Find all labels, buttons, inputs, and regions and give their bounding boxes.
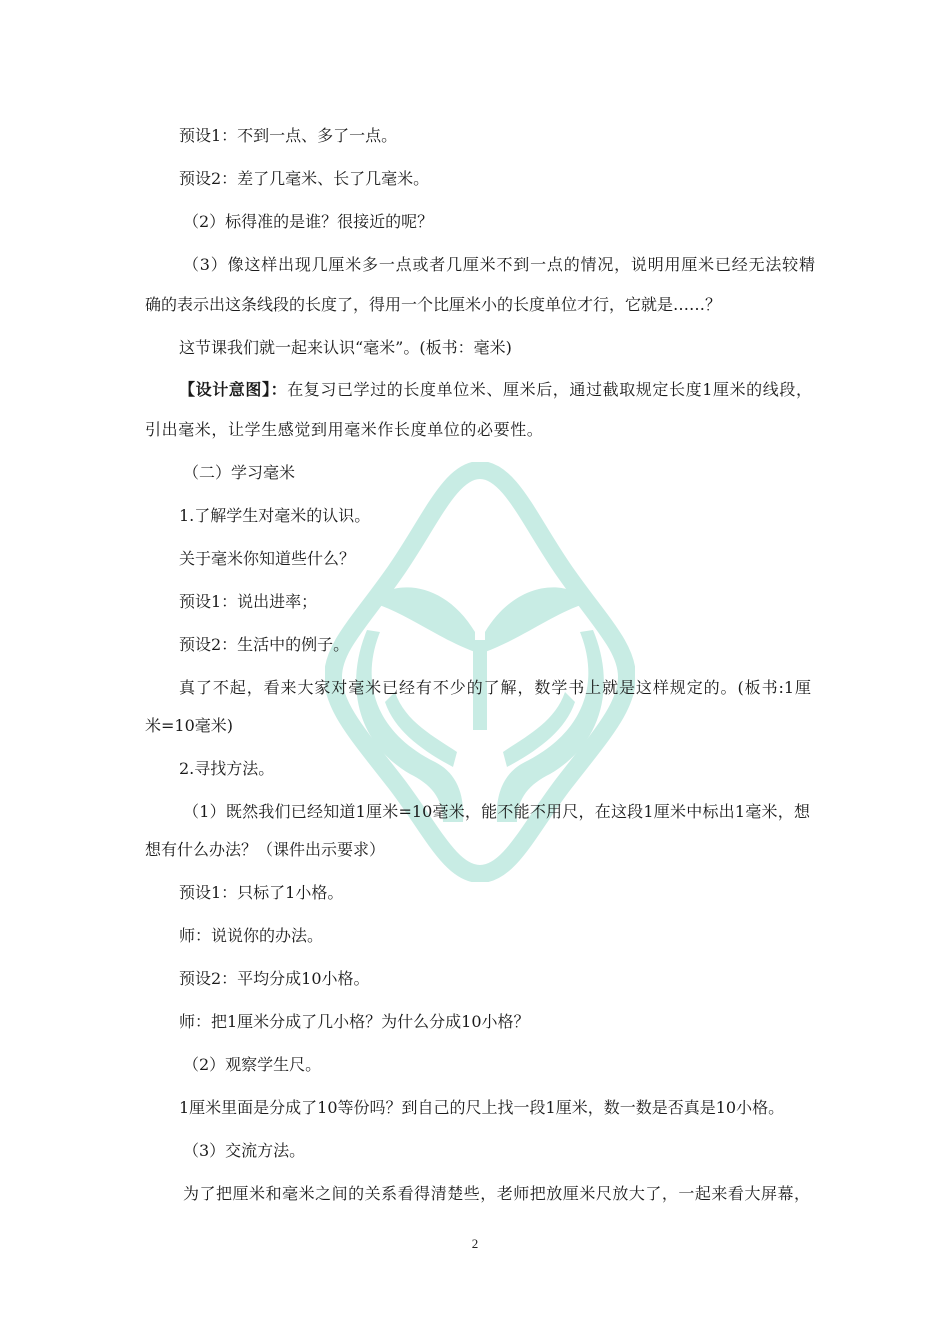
paragraph-preset-2b: 预设2：生活中的例子。 (179, 635, 350, 654)
paragraph-enlarge-ruler: 为了把厘米和毫米之间的关系看得清楚些，老师把放厘米尺放大了，一起来看大屏幕， (183, 1184, 810, 1203)
section-heading-learn-mm: （二）学习毫米 (183, 463, 296, 482)
design-intent-label: 【设计意图】： (179, 380, 288, 399)
paragraph-praise-line-2: 米=10毫米) (145, 716, 234, 735)
paragraph-step-1: 1.了解学生对毫米的认识。 (179, 506, 371, 525)
design-intent-line-2: 引出毫米，让学生感觉到用毫米作长度单位的必要性。 (145, 420, 544, 439)
paragraph-exchange-methods: （3）交流方法。 (183, 1141, 306, 1160)
design-intent-line-1 (179, 380, 813, 400)
paragraph-question-3-line-1: （3）像这样出现几厘米多一点或者几厘米不到一点的情况，说明用厘米已经无法较精 (183, 255, 815, 274)
paragraph-preset-2: 预设2：差了几毫米、长了几毫米。 (179, 169, 430, 188)
paragraph-method-1-line-2: 想有什么办法？（课件出示要求） (145, 840, 386, 859)
paragraph-preset-2c: 预设2：平均分成10小格。 (179, 969, 370, 988)
paragraph-question-3-line-2: 确的表示出这条线段的长度了，得用一个比厘米小的长度单位才行，它就是……？ (145, 295, 722, 314)
paragraph-observe-ruler: （2）观察学生尺。 (183, 1055, 322, 1074)
paragraph-teacher-1: 师：说说你的办法。 (179, 926, 324, 945)
paragraph-preset-1c: 预设1：只标了1小格。 (179, 883, 344, 902)
design-intent-text: 在复习已学过的长度单位米、厘米后，通过截取规定长度1厘米的线段， (287, 380, 813, 399)
paragraph-lesson-intro: 这节课我们就一起来认识“毫米”。(板书：毫米) (179, 338, 512, 357)
page-number: 2 (471, 1236, 479, 1251)
paragraph-praise-line-1: 真了不起，看来大家对毫米已经有不少的了解，数学书上就是这样规定的。(板书:1厘 (179, 678, 811, 697)
paragraph-teacher-2: 师：把1厘米分成了几小格？为什么分成10小格？ (179, 1012, 530, 1031)
paragraph-preset-1b: 预设1：说出进率； (179, 592, 318, 611)
paragraph-preset-1: 预设1：不到一点、多了一点。 (179, 126, 398, 145)
paragraph-question-2: （2）标得准的是谁？很接近的呢？ (183, 212, 434, 231)
paragraph-step-2: 2.寻找方法。 (179, 759, 275, 778)
paragraph-method-1-line-1: （1）既然我们已经知道1厘米=10毫米，能不能不用尺，在这段1厘米中标出1毫米，想 (183, 802, 810, 821)
paragraph-ten-parts: 1厘米里面是分成了10等份吗？到自己的尺上找一段1厘米，数一数是否真是10小格。 (179, 1098, 785, 1117)
paragraph-what-do-you-know: 关于毫米你知道些什么？ (179, 549, 356, 568)
